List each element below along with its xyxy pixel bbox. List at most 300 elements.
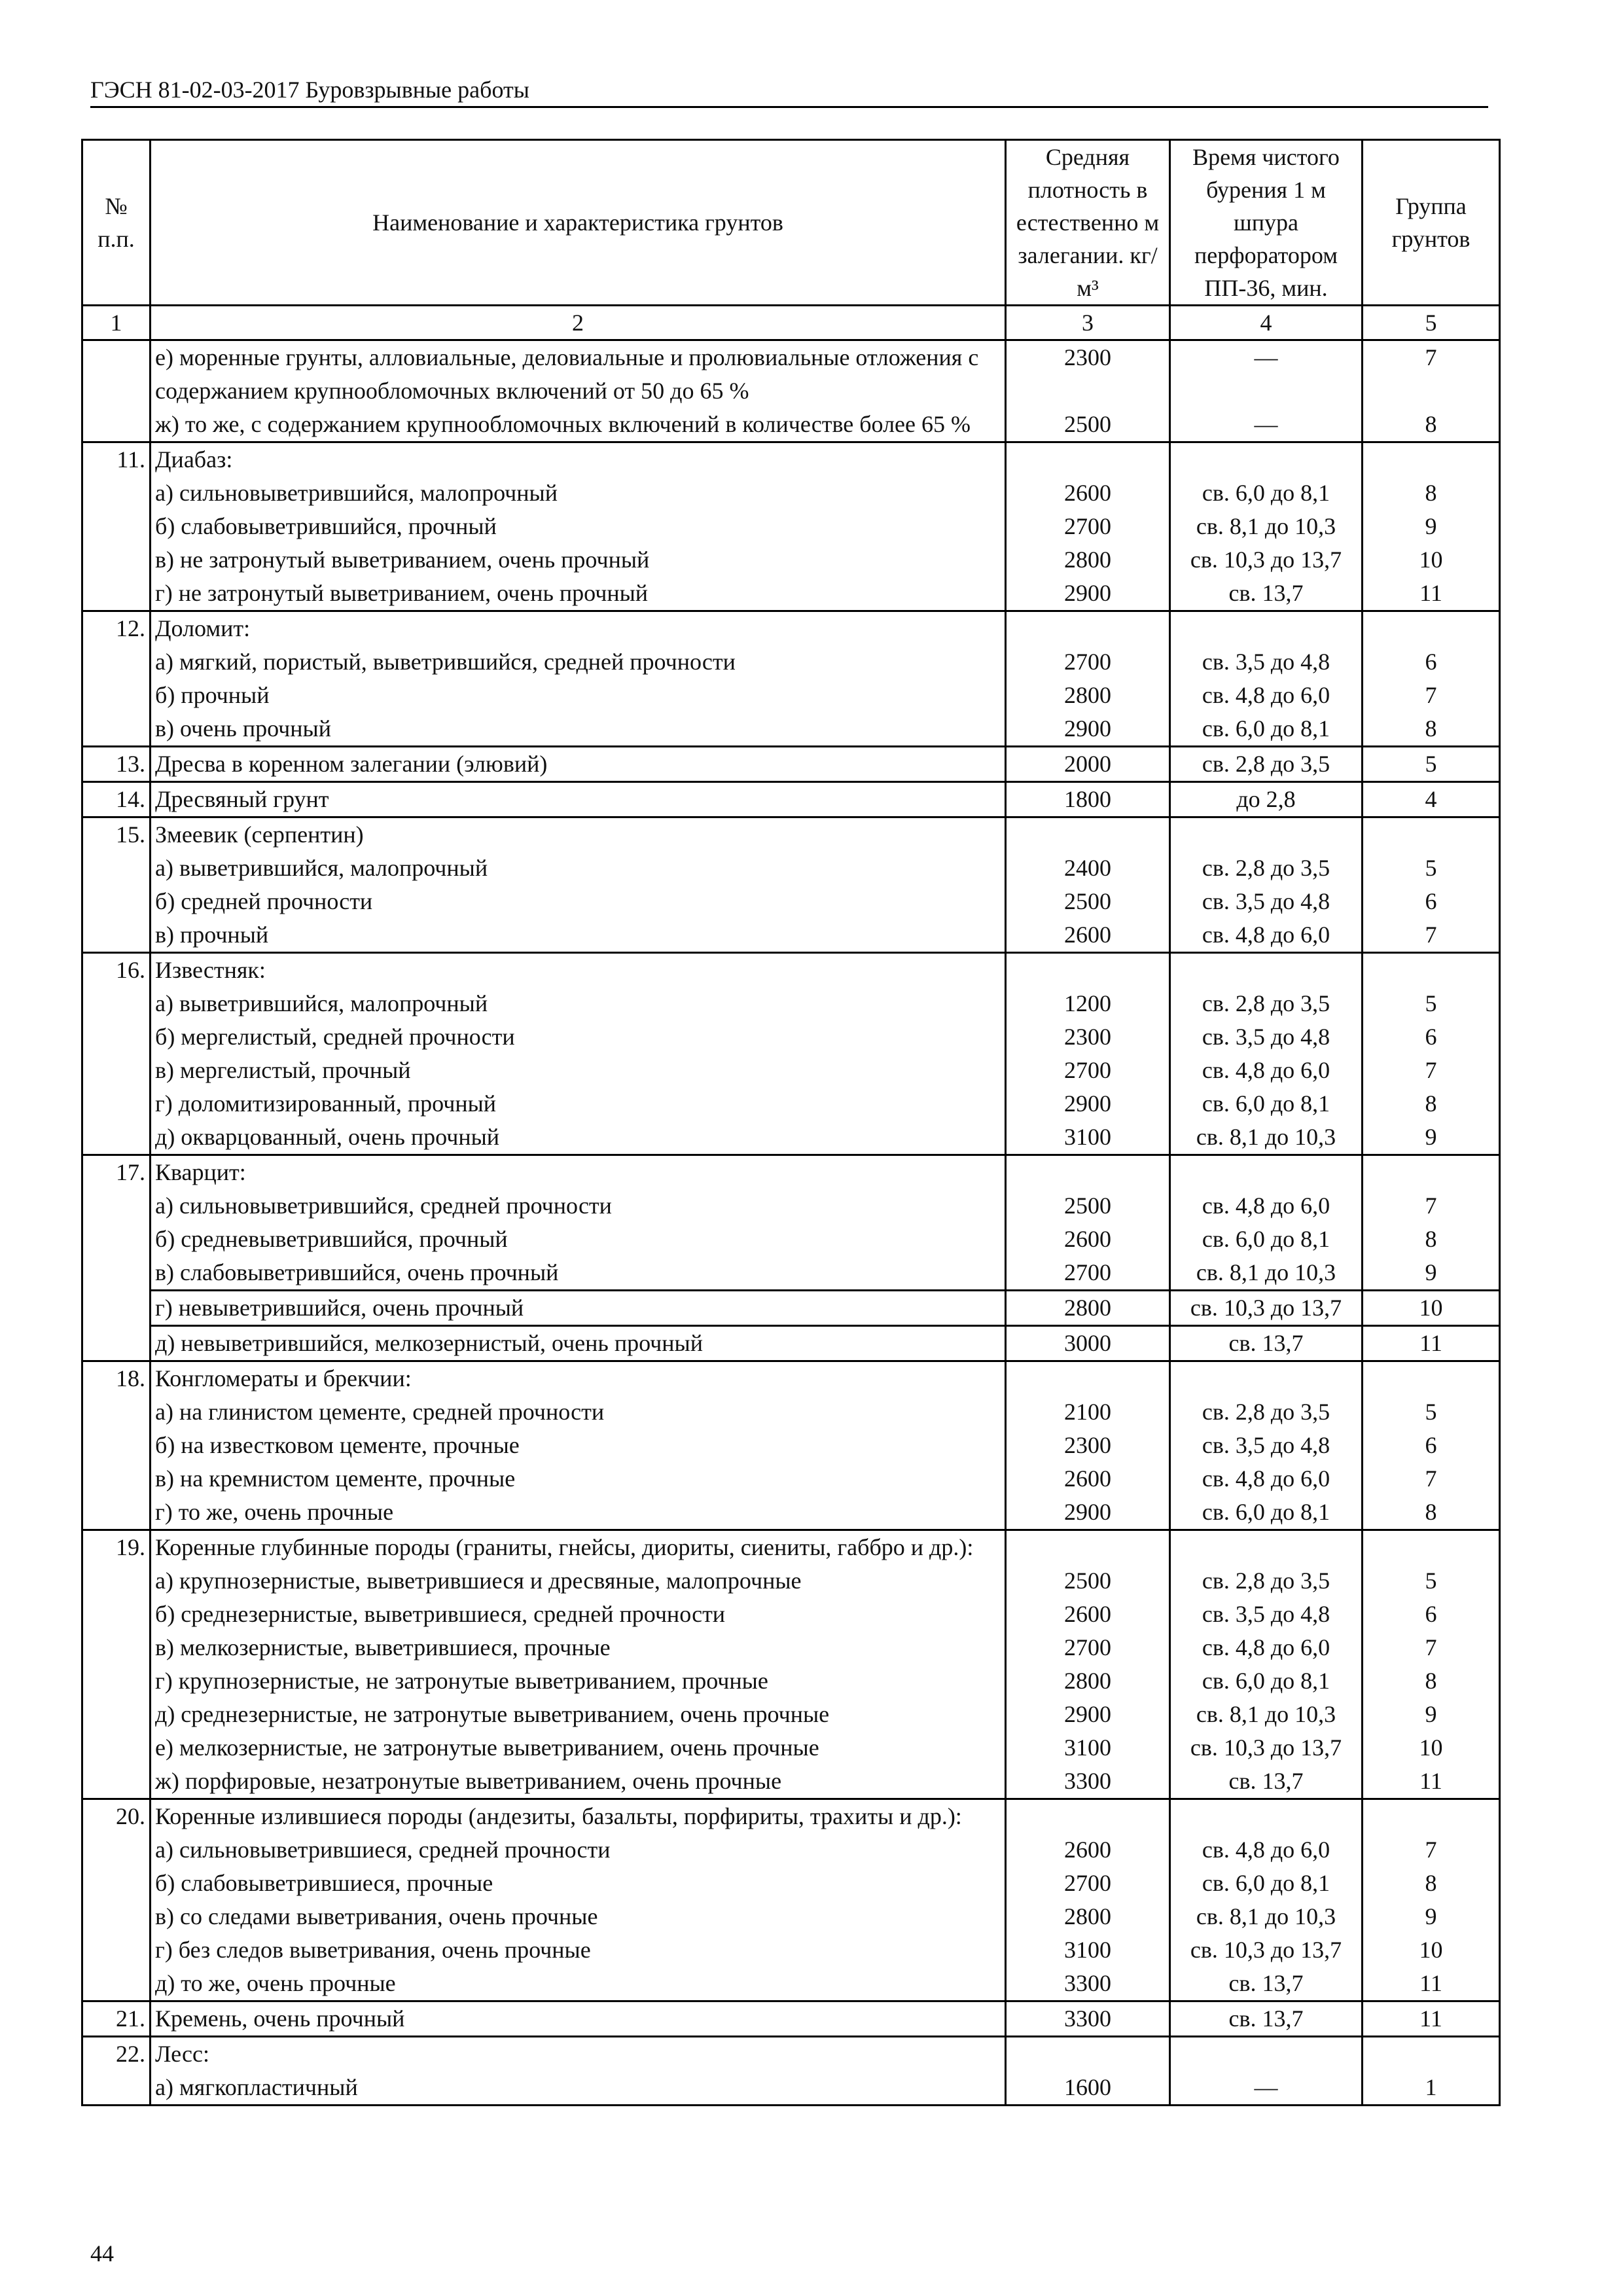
soil-group: 8: [1363, 408, 1500, 442]
drilling-time: [1170, 1530, 1363, 1565]
soil-name: в) слабовыветрившийся, очень прочный: [151, 1256, 1006, 1291]
row-number: [82, 885, 151, 918]
row-number: [82, 712, 151, 747]
drilling-time: [1170, 1361, 1363, 1396]
row-number: [82, 2071, 151, 2106]
soil-name: д) окварцованный, очень прочный: [151, 1121, 1006, 1155]
soil-density: 3000: [1006, 1326, 1170, 1361]
drilling-time: св. 2,8 до 3,5: [1170, 747, 1363, 782]
soil-group: 5: [1363, 1564, 1500, 1598]
soil-density: 3300: [1006, 1967, 1170, 2001]
column-number: 5: [1363, 306, 1500, 340]
table-row: [82, 1765, 1500, 1799]
soil-density: 3300: [1006, 1765, 1170, 1799]
row-number: [82, 340, 151, 408]
soil-density: 2600: [1006, 1462, 1170, 1496]
soil-density: [1006, 1530, 1170, 1565]
soil-density: [1006, 442, 1170, 477]
table-row: [82, 1121, 1500, 1155]
soil-name: е) мелкозернистые, не затронутые выветриванием, очень прочные: [151, 1731, 1006, 1765]
table-row: [82, 1054, 1500, 1087]
soil-group: 11: [1363, 2001, 1500, 2037]
column-numbers-row: [82, 306, 1500, 340]
table-row: [82, 611, 1500, 646]
column-number: 4: [1170, 306, 1363, 340]
soil-density: 2400: [1006, 852, 1170, 885]
row-number: [82, 1496, 151, 1530]
table-row: [82, 408, 1500, 442]
table-row: [82, 510, 1500, 543]
soil-group: 11: [1363, 577, 1500, 611]
soil-group: 7: [1363, 1189, 1500, 1223]
drilling-time: св. 4,8 до 6,0: [1170, 1189, 1363, 1223]
soil-name: в) очень прочный: [151, 712, 1006, 747]
soil-group: 7: [1363, 1631, 1500, 1664]
drilling-time: св. 10,3 до 13,7: [1170, 1291, 1363, 1326]
column-header-number: № п.п.: [82, 140, 151, 306]
soil-group: 6: [1363, 1020, 1500, 1054]
soil-name: б) слабовыветрившийся, прочный: [151, 510, 1006, 543]
soil-group: 7: [1363, 340, 1500, 408]
drilling-time: до 2,8: [1170, 782, 1363, 817]
drilling-time: св. 13,7: [1170, 1967, 1363, 2001]
row-number: 12.: [82, 611, 151, 646]
soil-name: а) выветрившийся, малопрочный: [151, 852, 1006, 885]
table-row: [82, 953, 1500, 988]
row-number: [82, 510, 151, 543]
soil-name: Коренные глубинные породы (граниты, гнейсы, диориты, сиениты, габбро и др.):: [151, 1530, 1006, 1565]
soil-density: 2300: [1006, 1020, 1170, 1054]
row-number: [82, 1564, 151, 1598]
table-row: [82, 476, 1500, 510]
table-body: [82, 306, 1500, 2106]
soil-density: 2700: [1006, 1256, 1170, 1291]
table-row: [82, 1395, 1500, 1429]
drilling-time: св. 8,1 до 10,3: [1170, 1121, 1363, 1155]
soil-group: 9: [1363, 1900, 1500, 1933]
soil-density: 3100: [1006, 1731, 1170, 1765]
soil-density: 2800: [1006, 1900, 1170, 1933]
soil-name: д) невыветрившийся, мелкозернистый, очень прочный: [151, 1326, 1006, 1361]
row-number: [82, 1765, 151, 1799]
soil-name: Кремень, очень прочный: [151, 2001, 1006, 2037]
drilling-time: св. 3,5 до 4,8: [1170, 1598, 1363, 1631]
soil-density: 3100: [1006, 1121, 1170, 1155]
row-number: 19.: [82, 1530, 151, 1565]
soil-density: 2500: [1006, 408, 1170, 442]
soil-group: 7: [1363, 1833, 1500, 1867]
soil-group: 8: [1363, 1087, 1500, 1121]
table-row: [82, 2001, 1500, 2037]
table-row: [82, 747, 1500, 782]
soil-name: Коренные излившиеся породы (андезиты, базальты, порфириты, трахиты и др.):: [151, 1799, 1006, 1834]
soil-density: 2500: [1006, 1189, 1170, 1223]
drilling-time: св. 13,7: [1170, 2001, 1363, 2037]
row-number: [82, 852, 151, 885]
soil-name: Змеевик (серпентин): [151, 817, 1006, 852]
soil-density: 2900: [1006, 1496, 1170, 1530]
soil-name: а) сильновыветрившийся, средней прочности: [151, 1189, 1006, 1223]
drilling-time: [1170, 817, 1363, 852]
soil-group: 1: [1363, 2071, 1500, 2106]
table-row: [82, 1326, 1500, 1361]
soil-density: 2100: [1006, 1395, 1170, 1429]
row-number: [82, 645, 151, 679]
row-number: [82, 1395, 151, 1429]
row-number: 18.: [82, 1361, 151, 1396]
row-number: [82, 476, 151, 510]
soil-density: 2600: [1006, 1598, 1170, 1631]
row-number: [82, 1429, 151, 1462]
soil-group: 10: [1363, 1933, 1500, 1967]
row-number: [82, 1867, 151, 1900]
soil-group: 6: [1363, 1598, 1500, 1631]
soil-name: б) среднезернистые, выветрившиеся, средней прочности: [151, 1598, 1006, 1631]
row-number: [82, 1598, 151, 1631]
table-row: [82, 1291, 1500, 1326]
row-number: [82, 1121, 151, 1155]
soil-name: в) мелкозернистые, выветрившиеся, прочные: [151, 1631, 1006, 1664]
drilling-time: [1170, 611, 1363, 646]
table-row: [82, 2037, 1500, 2072]
soil-density: [1006, 953, 1170, 988]
drilling-time: св. 10,3 до 13,7: [1170, 543, 1363, 577]
soil-density: 2800: [1006, 543, 1170, 577]
soil-name: г) не затронутый выветриванием, очень прочный: [151, 577, 1006, 611]
table-header: [82, 140, 1500, 306]
row-number: 13.: [82, 747, 151, 782]
table-row: [82, 2071, 1500, 2106]
row-number: 22.: [82, 2037, 151, 2072]
drilling-time: св. 6,0 до 8,1: [1170, 1223, 1363, 1256]
soil-name: д) среднезернистые, не затронутые выветриванием, очень прочные: [151, 1698, 1006, 1731]
soil-density: 2500: [1006, 885, 1170, 918]
table-row: [82, 1429, 1500, 1462]
page-number: 44: [90, 2240, 114, 2267]
soil-density: 2300: [1006, 1429, 1170, 1462]
soil-density: 2900: [1006, 577, 1170, 611]
drilling-time: св. 3,5 до 4,8: [1170, 1020, 1363, 1054]
soil-group: [1363, 1361, 1500, 1396]
soil-name: д) то же, очень прочные: [151, 1967, 1006, 2001]
soil-name: а) сильновыветрившийся, малопрочный: [151, 476, 1006, 510]
soil-group: 6: [1363, 1429, 1500, 1462]
soil-group: [1363, 817, 1500, 852]
soil-density: 2800: [1006, 679, 1170, 712]
soil-density: 2700: [1006, 1054, 1170, 1087]
drilling-time: [1170, 953, 1363, 988]
soil-group: 10: [1363, 1291, 1500, 1326]
drilling-time: —: [1170, 408, 1363, 442]
soil-density: [1006, 1799, 1170, 1834]
soil-name: г) доломитизированный, прочный: [151, 1087, 1006, 1121]
soil-name: г) невыветрившийся, очень прочный: [151, 1291, 1006, 1326]
soil-group: 5: [1363, 1395, 1500, 1429]
row-number: [82, 918, 151, 953]
table-row: [82, 577, 1500, 611]
column-number: 2: [151, 306, 1006, 340]
drilling-time: —: [1170, 340, 1363, 408]
soil-group: 10: [1363, 1731, 1500, 1765]
soil-name: б) прочный: [151, 679, 1006, 712]
soil-name: б) на известковом цементе, прочные: [151, 1429, 1006, 1462]
soil-group: 5: [1363, 987, 1500, 1020]
soil-group: 11: [1363, 1765, 1500, 1799]
soil-group: 9: [1363, 510, 1500, 543]
soil-density: 2700: [1006, 1867, 1170, 1900]
table-row: [82, 1256, 1500, 1291]
soil-density: [1006, 611, 1170, 646]
drilling-time: св. 2,8 до 3,5: [1170, 852, 1363, 885]
soil-density: 2700: [1006, 1631, 1170, 1664]
drilling-time: [1170, 1155, 1363, 1190]
table-row: [82, 543, 1500, 577]
table-row: [82, 1020, 1500, 1054]
drilling-time: св. 2,8 до 3,5: [1170, 987, 1363, 1020]
drilling-time: св. 6,0 до 8,1: [1170, 476, 1363, 510]
row-number: 16.: [82, 953, 151, 988]
column-header-density: Средняя плотность в естественно м залегании. кг/м³: [1006, 140, 1170, 306]
table-row: [82, 1731, 1500, 1765]
drilling-time: св. 8,1 до 10,3: [1170, 510, 1363, 543]
drilling-time: св. 6,0 до 8,1: [1170, 1496, 1363, 1530]
row-number: 15.: [82, 817, 151, 852]
drilling-time: св. 4,8 до 6,0: [1170, 1631, 1363, 1664]
soil-group: 9: [1363, 1698, 1500, 1731]
drilling-time: св. 3,5 до 4,8: [1170, 1429, 1363, 1462]
soil-group: 9: [1363, 1256, 1500, 1291]
soil-group: [1363, 1799, 1500, 1834]
soil-name: Диабаз:: [151, 442, 1006, 477]
table-header-row: [82, 140, 1500, 306]
soil-name: г) то же, очень прочные: [151, 1496, 1006, 1530]
row-number: 17.: [82, 1155, 151, 1190]
drilling-time: св. 6,0 до 8,1: [1170, 1087, 1363, 1121]
soil-group: 4: [1363, 782, 1500, 817]
soil-name: Лесс:: [151, 2037, 1006, 2072]
soil-density: 3300: [1006, 2001, 1170, 2037]
soil-name: Известняк:: [151, 953, 1006, 988]
soil-name: а) сильновыветрившиеся, средней прочности: [151, 1833, 1006, 1867]
table-row: [82, 1799, 1500, 1834]
table-row: [82, 340, 1500, 408]
row-number: [82, 1087, 151, 1121]
soil-density: 2900: [1006, 1087, 1170, 1121]
soil-density: 1200: [1006, 987, 1170, 1020]
table-row: [82, 1698, 1500, 1731]
soil-density: 2700: [1006, 645, 1170, 679]
table-row: [82, 1833, 1500, 1867]
drilling-time: —: [1170, 2071, 1363, 2106]
drilling-time: св. 4,8 до 6,0: [1170, 1054, 1363, 1087]
row-number: [82, 1020, 151, 1054]
soil-group: 8: [1363, 476, 1500, 510]
soil-group: 8: [1363, 1223, 1500, 1256]
soil-density: 2800: [1006, 1664, 1170, 1698]
table-row: [82, 1223, 1500, 1256]
soil-name: б) мергелистый, средней прочности: [151, 1020, 1006, 1054]
soil-group: [1363, 611, 1500, 646]
soil-name: б) средневыветрившийся, прочный: [151, 1223, 1006, 1256]
table-row: [82, 1564, 1500, 1598]
running-header: ГЭСН 81-02-03-2017 Буровзрывные работы: [90, 73, 1488, 108]
soil-group: 7: [1363, 1462, 1500, 1496]
soil-density: [1006, 1361, 1170, 1396]
table-row: [82, 442, 1500, 477]
soil-density: 1600: [1006, 2071, 1170, 2106]
soil-group: 7: [1363, 679, 1500, 712]
soil-classification-table: [81, 139, 1501, 2106]
soil-name: в) со следами выветривания, очень прочные: [151, 1900, 1006, 1933]
soil-group: 10: [1363, 543, 1500, 577]
soil-name: а) выветрившийся, малопрочный: [151, 987, 1006, 1020]
row-number: [82, 1933, 151, 1967]
drilling-time: св. 2,8 до 3,5: [1170, 1564, 1363, 1598]
soil-density: 2600: [1006, 918, 1170, 953]
soil-name: Дресва в коренном залегании (элювий): [151, 747, 1006, 782]
table-row: [82, 1631, 1500, 1664]
drilling-time: св. 13,7: [1170, 1765, 1363, 1799]
soil-group: 6: [1363, 885, 1500, 918]
table-row: [82, 1496, 1500, 1530]
drilling-time: св. 10,3 до 13,7: [1170, 1731, 1363, 1765]
row-number: [82, 1291, 151, 1326]
soil-group: [1363, 442, 1500, 477]
table-row: [82, 1867, 1500, 1900]
soil-name: Дресвяный грунт: [151, 782, 1006, 817]
table-row: [82, 1189, 1500, 1223]
column-header-drill-time: Время чистого бурения 1 м шпура перфоратором ПП-36, мин.: [1170, 140, 1363, 306]
soil-name: Доломит:: [151, 611, 1006, 646]
soil-group: 11: [1363, 1326, 1500, 1361]
table-row: [82, 1900, 1500, 1933]
row-number: [82, 543, 151, 577]
soil-group: [1363, 953, 1500, 988]
soil-group: 5: [1363, 747, 1500, 782]
soil-density: 2600: [1006, 1833, 1170, 1867]
soil-name: г) крупнозернистые, не затронутые выветриванием, прочные: [151, 1664, 1006, 1698]
row-number: [82, 1698, 151, 1731]
drilling-time: св. 4,8 до 6,0: [1170, 918, 1363, 953]
column-number: 3: [1006, 306, 1170, 340]
drilling-time: св. 4,8 до 6,0: [1170, 1462, 1363, 1496]
row-number: [82, 679, 151, 712]
soil-group: [1363, 2037, 1500, 2072]
row-number: [82, 1967, 151, 2001]
drilling-time: св. 4,8 до 6,0: [1170, 1833, 1363, 1867]
row-number: [82, 1189, 151, 1223]
drilling-time: св. 6,0 до 8,1: [1170, 1867, 1363, 1900]
table-row: [82, 1967, 1500, 2001]
soil-name: б) слабовыветрившиеся, прочные: [151, 1867, 1006, 1900]
soil-density: 2900: [1006, 712, 1170, 747]
soil-name: г) без следов выветривания, очень прочные: [151, 1933, 1006, 1967]
row-number: [82, 1256, 151, 1291]
drilling-time: [1170, 442, 1363, 477]
table-row: [82, 987, 1500, 1020]
drilling-time: [1170, 1799, 1363, 1834]
soil-name: ж) то же, с содержанием крупнообломочных включений в количестве более 65 %: [151, 408, 1006, 442]
row-number: [82, 1833, 151, 1867]
drilling-time: [1170, 2037, 1363, 2072]
soil-name: ж) порфировые, незатронутые выветриванием, очень прочные: [151, 1765, 1006, 1799]
soil-density: 2900: [1006, 1698, 1170, 1731]
table-row: [82, 1462, 1500, 1496]
row-number: [82, 1731, 151, 1765]
soil-group: [1363, 1530, 1500, 1565]
table-row: [82, 712, 1500, 747]
soil-group: [1363, 1155, 1500, 1190]
drilling-time: св. 6,0 до 8,1: [1170, 712, 1363, 747]
soil-density: 1800: [1006, 782, 1170, 817]
row-number: [82, 1462, 151, 1496]
soil-density: [1006, 817, 1170, 852]
table-row: [82, 1530, 1500, 1565]
table-row: [82, 782, 1500, 817]
soil-density: 2500: [1006, 1564, 1170, 1598]
row-number: [82, 1900, 151, 1933]
table-row: [82, 1155, 1500, 1190]
drilling-time: св. 8,1 до 10,3: [1170, 1900, 1363, 1933]
table-row: [82, 1361, 1500, 1396]
row-number: [82, 1664, 151, 1698]
soil-density: 2600: [1006, 1223, 1170, 1256]
soil-density: 2300: [1006, 340, 1170, 408]
table-row: [82, 885, 1500, 918]
soil-name: б) средней прочности: [151, 885, 1006, 918]
table-row: [82, 817, 1500, 852]
soil-group: 7: [1363, 918, 1500, 953]
soil-name: в) прочный: [151, 918, 1006, 953]
table-row: [82, 1933, 1500, 1967]
column-header-soil-group: Группа грунтов: [1363, 140, 1500, 306]
row-number: 21.: [82, 2001, 151, 2037]
soil-group: 11: [1363, 1967, 1500, 2001]
drilling-time: св. 3,5 до 4,8: [1170, 645, 1363, 679]
soil-density: [1006, 1155, 1170, 1190]
soil-name: в) на кремнистом цементе, прочные: [151, 1462, 1006, 1496]
soil-group: 8: [1363, 1867, 1500, 1900]
drilling-time: св. 8,1 до 10,3: [1170, 1256, 1363, 1291]
column-number: 1: [82, 306, 151, 340]
drilling-time: св. 10,3 до 13,7: [1170, 1933, 1363, 1967]
row-number: [82, 577, 151, 611]
drilling-time: св. 6,0 до 8,1: [1170, 1664, 1363, 1698]
table-row: [82, 918, 1500, 953]
row-number: [82, 1054, 151, 1087]
drilling-time: св. 13,7: [1170, 577, 1363, 611]
column-header-name: Наименование и характеристика грунтов: [151, 140, 1006, 306]
row-number: [82, 1326, 151, 1361]
row-number: [82, 987, 151, 1020]
soil-name: е) моренные грунты, алловиальные, деловиальные и пролювиальные отложения с содержанием крупнообломочных включений от 50 до 65 %: [151, 340, 1006, 408]
soil-group: 7: [1363, 1054, 1500, 1087]
soil-density: 2000: [1006, 747, 1170, 782]
table-row: [82, 852, 1500, 885]
drilling-time: св. 13,7: [1170, 1326, 1363, 1361]
drilling-time: св. 3,5 до 4,8: [1170, 885, 1363, 918]
soil-density: 2600: [1006, 476, 1170, 510]
soil-name: а) мягкопластичный: [151, 2071, 1006, 2106]
soil-name: в) мергелистый, прочный: [151, 1054, 1006, 1087]
soil-name: Кварцит:: [151, 1155, 1006, 1190]
row-number: [82, 408, 151, 442]
soil-density: 3100: [1006, 1933, 1170, 1967]
soil-name: а) крупнозернистые, выветрившиеся и дресвяные, малопрочные: [151, 1564, 1006, 1598]
table-row: [82, 1598, 1500, 1631]
row-number: 11.: [82, 442, 151, 477]
drilling-time: св. 4,8 до 6,0: [1170, 679, 1363, 712]
